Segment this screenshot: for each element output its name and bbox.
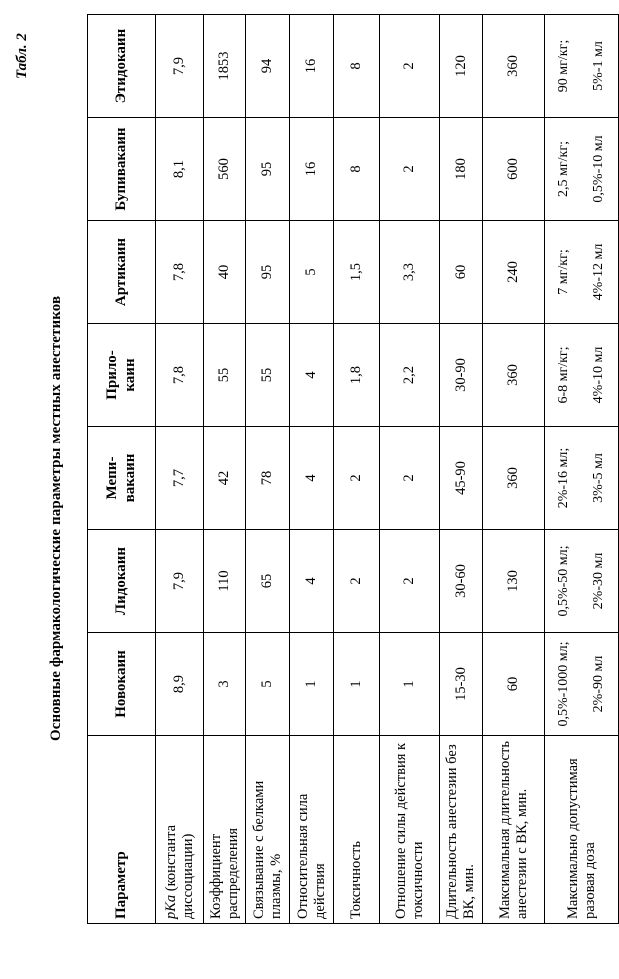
param-cell: Токсичность xyxy=(334,736,380,924)
value-cell: 55 xyxy=(204,324,246,427)
value-cell: 6-8 мг/кг; 4%-10 мл xyxy=(545,324,619,427)
value-cell: 360 xyxy=(483,324,545,427)
value-cell: 3 xyxy=(204,633,246,736)
value-cell: 130 xyxy=(483,530,545,633)
value-cell: 7 мг/кг; 4%-12 мл xyxy=(545,221,619,324)
table-title: Основные фармакологические параметры местных анестетиков xyxy=(48,295,64,741)
value-cell: 15-30 xyxy=(440,633,483,736)
value-cell: 95 xyxy=(246,118,290,221)
value-cell: 2 xyxy=(380,530,440,633)
value-cell: 4 xyxy=(290,324,334,427)
value-cell: 120 xyxy=(440,15,483,118)
value-cell: 7,9 xyxy=(156,530,204,633)
value-cell: 4 xyxy=(290,427,334,530)
value-cell: 8,1 xyxy=(156,118,204,221)
value-cell: 16 xyxy=(290,118,334,221)
value-cell: 30-90 xyxy=(440,324,483,427)
table-row xyxy=(204,15,246,924)
header-drug: Бупивакаин xyxy=(88,118,156,221)
table-row xyxy=(545,15,619,924)
table-row xyxy=(246,15,290,924)
value-cell: 2,5 мг/кг; 0,5%-10 мл xyxy=(545,118,619,221)
value-cell: 0,5%-50 мл; 2%-30 мл xyxy=(545,530,619,633)
param-cell: Максимально допустимая разовая доза xyxy=(545,736,619,924)
table-row xyxy=(380,15,440,924)
value-cell: 180 xyxy=(440,118,483,221)
value-cell: 8 xyxy=(334,118,380,221)
value-cell: 240 xyxy=(483,221,545,324)
value-cell: 40 xyxy=(204,221,246,324)
value-cell: 7,8 xyxy=(156,221,204,324)
value-cell: 42 xyxy=(204,427,246,530)
value-cell: 360 xyxy=(483,15,545,118)
value-cell: 7,7 xyxy=(156,427,204,530)
value-cell: 360 xyxy=(483,427,545,530)
header-drug: Этидокаин xyxy=(88,15,156,118)
value-cell: 94 xyxy=(246,15,290,118)
table-row xyxy=(290,15,334,924)
value-cell: 560 xyxy=(204,118,246,221)
value-cell: 2 xyxy=(334,427,380,530)
value-cell: 65 xyxy=(246,530,290,633)
value-cell: 95 xyxy=(246,221,290,324)
header-row xyxy=(88,15,156,924)
param-cell: Максимальная длительность анестезии с ВК, мин. xyxy=(483,736,545,924)
value-cell: 60 xyxy=(440,221,483,324)
table-row xyxy=(334,15,380,924)
param-cell: Относительная сила действия xyxy=(290,736,334,924)
value-cell: 1,8 xyxy=(334,324,380,427)
header-drug: Новокаин xyxy=(88,633,156,736)
table-row xyxy=(156,15,204,924)
value-cell: 7,8 xyxy=(156,324,204,427)
header-drug: Мепи- вакаин xyxy=(88,427,156,530)
value-cell: 45-90 xyxy=(440,427,483,530)
value-cell: 2,2 xyxy=(380,324,440,427)
value-cell: 600 xyxy=(483,118,545,221)
value-cell: 4 xyxy=(290,530,334,633)
value-cell: 2 xyxy=(380,427,440,530)
value-cell: 2 xyxy=(380,15,440,118)
table-row xyxy=(440,15,483,924)
value-cell: 3,3 xyxy=(380,221,440,324)
value-cell: 5 xyxy=(290,221,334,324)
value-cell: 1 xyxy=(380,633,440,736)
value-cell: 110 xyxy=(204,530,246,633)
value-cell: 55 xyxy=(246,324,290,427)
value-cell: 2 xyxy=(334,530,380,633)
header-drug: Артикаин xyxy=(88,221,156,324)
value-cell: 1853 xyxy=(204,15,246,118)
param-cell: pKa (константа диссоциации) xyxy=(156,736,204,924)
value-cell: 60 xyxy=(483,633,545,736)
value-cell: 1 xyxy=(334,633,380,736)
value-cell: 8 xyxy=(334,15,380,118)
value-cell: 1 xyxy=(290,633,334,736)
header-drug: Прило- каин xyxy=(88,324,156,427)
param-cell: Коэффициент распределения xyxy=(204,736,246,924)
value-cell: 2 xyxy=(380,118,440,221)
value-cell: 7,9 xyxy=(156,15,204,118)
value-cell: 16 xyxy=(290,15,334,118)
parameters-table xyxy=(87,14,619,924)
table-label: Табл. 2 xyxy=(14,33,30,79)
value-cell: 0,5%-1000 мл; 2%-90 мл xyxy=(545,633,619,736)
value-cell: 5 xyxy=(246,633,290,736)
param-cell: Отношение силы действия к токсичности xyxy=(380,736,440,924)
value-cell: 30-60 xyxy=(440,530,483,633)
value-cell: 8,9 xyxy=(156,633,204,736)
value-cell: 2%-16 мл; 3%-5 мл xyxy=(545,427,619,530)
header-param: Параметр xyxy=(88,736,156,924)
param-cell: Длительность анестезии без ВК, мин. xyxy=(440,736,483,924)
value-cell: 1,5 xyxy=(334,221,380,324)
table-row xyxy=(483,15,545,924)
header-drug: Лидокаин xyxy=(88,530,156,633)
param-cell: Связывание с белками плазмы, % xyxy=(246,736,290,924)
value-cell: 90 мг/кг; 5%-1 мл xyxy=(545,15,619,118)
value-cell: 78 xyxy=(246,427,290,530)
